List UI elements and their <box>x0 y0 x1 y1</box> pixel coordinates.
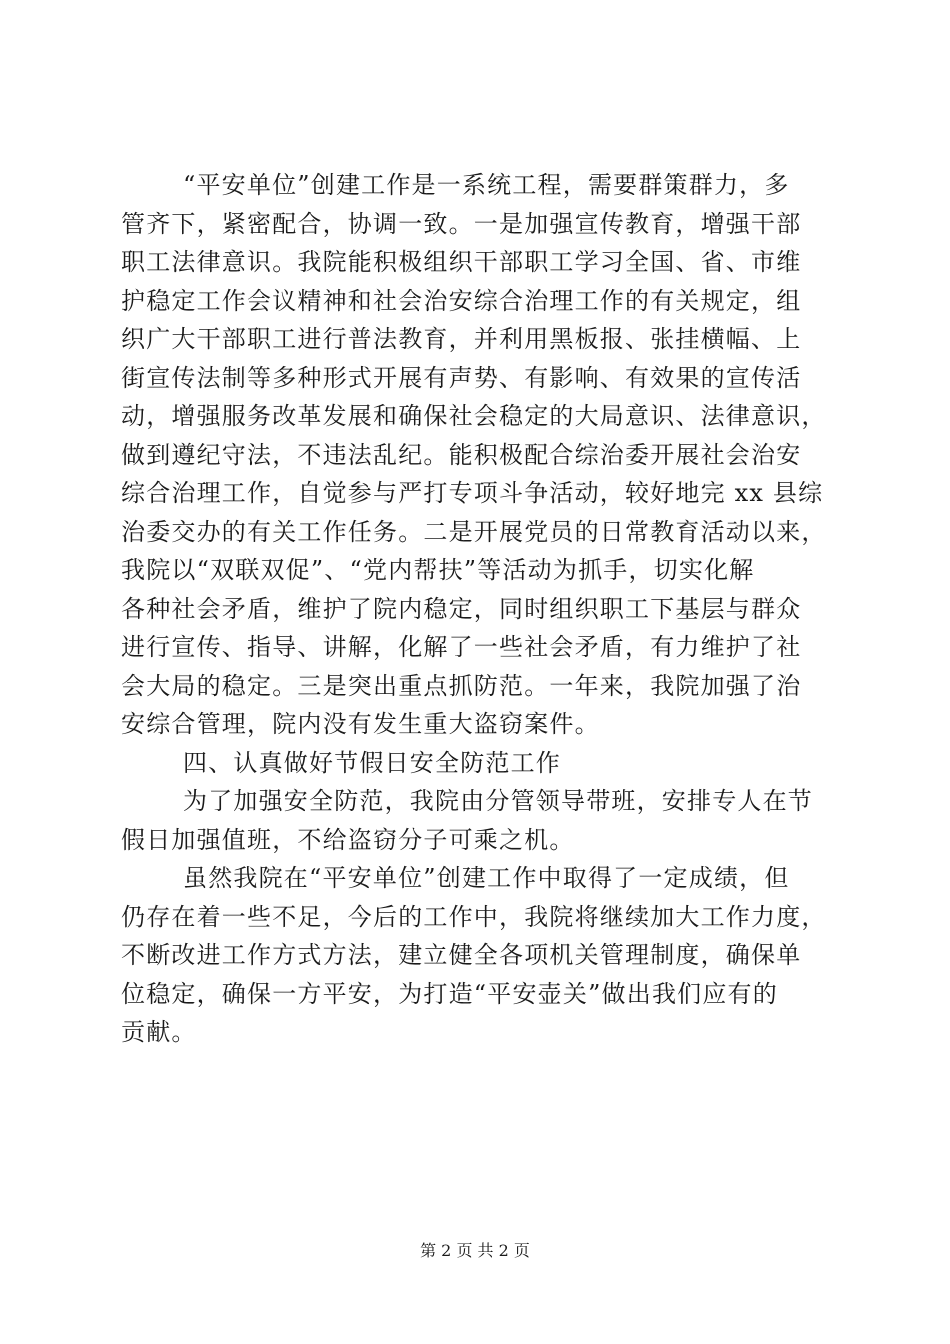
text-line: 护稳定工作会议精神和社会治安综合治理工作的有关规定，组 <box>121 286 802 315</box>
text-line: 管齐下，紧密配合，协调一致。一是加强宣传教育，增强干部 <box>121 209 802 238</box>
text-line: 贡献。 <box>121 1018 197 1046</box>
text-line: 我院以“双联双促”、“党内帮扶”等活动为抓手，切实化解 <box>121 556 755 584</box>
paragraph-holiday-duty <box>121 782 833 859</box>
paragraph-safe-unit-work <box>121 166 833 744</box>
text-line: 动，增强服务改革发展和确保社会稳定的大局意识、法律意识， <box>121 402 827 430</box>
text-line: 安综合管理，院内没有发生重大盗窃案件。 <box>121 710 600 738</box>
text-line: 仍存在着一些不足，今后的工作中，我院将继续加大工作力度， <box>121 902 827 931</box>
text-line: 位稳定，确保一方平安，为打造“平安壶关”做出我们应有的 <box>121 979 778 1008</box>
section-heading-holiday-safety <box>121 744 833 783</box>
text-line: 综合治理工作，自觉参与严打专项斗争活动，较好地完 xx 县综 <box>121 479 824 507</box>
text-line: 假日加强值班，不给盗窃分子可乘之机。 <box>121 825 575 854</box>
text-line: 进行宣传、指导、讲解，化解了一些社会矛盾，有力维护了社 <box>121 633 802 661</box>
text-line: 不断改进工作方式方法，建立健全各项机关管理制度，确保单 <box>121 941 802 969</box>
paragraph-conclusion <box>121 859 833 1052</box>
text-line: 各种社会矛盾，维护了院内稳定，同时组织职工下基层与群众 <box>121 594 802 623</box>
page-number-footer: 第 2 页 共 2 页 <box>420 1241 530 1260</box>
section-heading: 四、认真做好节假日安全防范工作 <box>183 748 561 777</box>
text-line: 织广大干部职工进行普法教育，并利用黑板报、张挂横幅、上 <box>121 325 802 353</box>
text-line: 治委交办的有关工作任务。二是开展党员的日常教育活动以来， <box>121 517 827 546</box>
text-line: “平安单位”创建工作是一系统工程，需要群策群力，多 <box>183 171 790 199</box>
text-line: 职工法律意识。我院能积极组织干部职工学习全国、省、市维 <box>121 248 802 276</box>
document-body <box>121 166 833 1052</box>
text-line: 会大局的稳定。三是突出重点抓防范。一年来，我院加强了治 <box>121 671 802 700</box>
text-line: 街宣传法制等多种形式开展有声势、有影响、有效果的宣传活 <box>121 363 802 392</box>
text-line: 虽然我院在“平安单位”创建工作中取得了一定成绩，但 <box>183 864 790 892</box>
text-line: 做到遵纪守法，不违法乱纪。能积极配合综治委开展社会治安 <box>121 440 802 469</box>
text-line: 为了加强安全防范，我院由分管领导带班，安排专人在节 <box>183 787 813 815</box>
